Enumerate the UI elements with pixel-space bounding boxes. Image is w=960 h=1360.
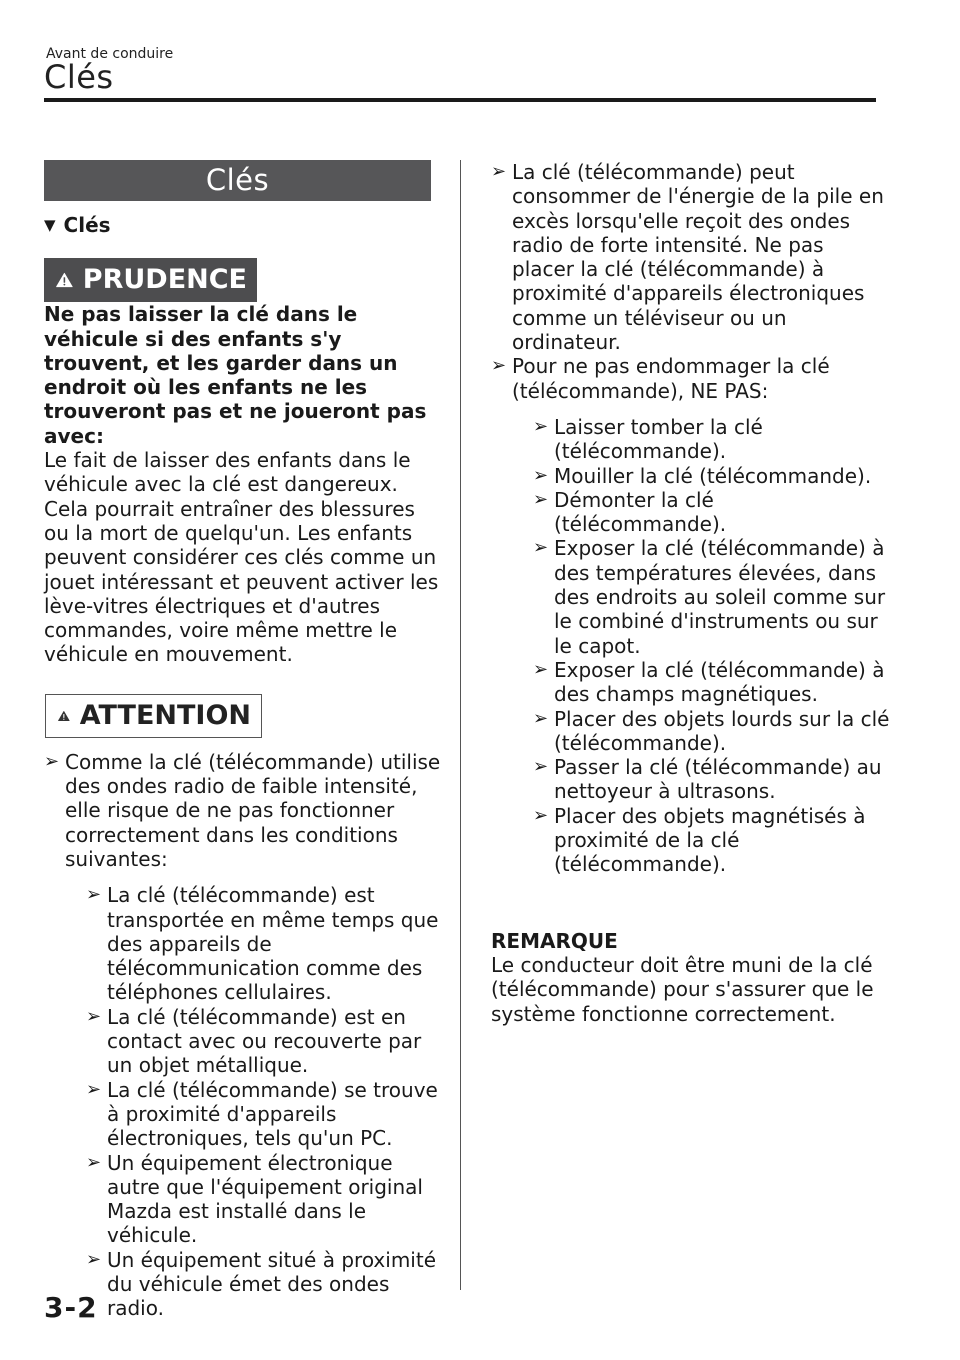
list-item — [86, 1078, 444, 1151]
left-column — [44, 160, 444, 1321]
arrow-bullet-icon: ➢ — [533, 415, 549, 437]
prudence-text: Le fait de laisser des enfants dans le véhicule avec la clé est dangereux. Cela pourrait entraîner des blessures ou la mort de quelqu'un. Les enfants peuvent considérer ces clés comme un jouet intéressant et peuvent activer les lève-vitres électriques et d'autres commandes, voire même mettre le véhicule en mouvement. — [44, 448, 439, 667]
attention-label-box — [45, 694, 262, 738]
conditions-list — [86, 883, 444, 1320]
arrow-bullet-icon: ➢ — [533, 804, 549, 826]
triangle-down-icon: ▼ — [44, 216, 56, 234]
list-item — [86, 1151, 444, 1248]
right-attention-list — [491, 160, 891, 877]
list-item-text: Pour ne pas endommager la clé (télécommande), NE PAS: — [512, 354, 830, 403]
list-item-text: La clé (télécommande) est en contact avec ou recouverte par un objet métallique. — [107, 1004, 422, 1078]
attention-list — [44, 750, 444, 1321]
page-number: 3-2 — [44, 1291, 98, 1324]
running-header-section: Avant de conduire — [46, 46, 174, 62]
list-item — [44, 750, 444, 1321]
list-item — [533, 658, 891, 707]
note-title: REMARQUE — [491, 928, 618, 953]
subheading-label: Clés — [63, 213, 111, 237]
list-item — [533, 707, 891, 756]
list-item — [533, 536, 891, 657]
list-item — [533, 755, 891, 804]
list-item-text: Exposer la clé (télécommande) à des températures élevées, dans des endroits au soleil comme sur le combiné d'instruments ou sur le capot. — [554, 536, 886, 658]
prudence-label-box — [44, 258, 257, 302]
list-item — [86, 1248, 444, 1321]
subheading — [44, 213, 444, 237]
list-item-text: Mouiller la clé (télécommande). — [554, 463, 872, 488]
list-item-text: Démonter la clé (télécommande). — [554, 487, 727, 537]
header-rule — [44, 98, 876, 102]
list-item-text: Laisser tomber la clé (télécommande). — [554, 414, 763, 464]
arrow-bullet-icon: ➢ — [533, 756, 549, 778]
list-item — [86, 883, 444, 1004]
list-item-text: Passer la clé (télécommande) au nettoyeur à ultrasons. — [554, 755, 882, 804]
list-item — [533, 488, 891, 537]
list-item-text: Placer des objets magnétisés à proximité de la clé (télécommande). — [554, 803, 866, 877]
warning-triangle-icon — [56, 267, 73, 293]
note-text: Le conducteur doit être muni de la clé (télécommande) pour s'assurer que le système fonctionne correctement. — [491, 952, 874, 1026]
column-divider — [460, 160, 461, 1290]
list-item — [491, 160, 891, 354]
arrow-bullet-icon: ➢ — [86, 1005, 102, 1027]
arrow-bullet-icon: ➢ — [86, 1078, 102, 1100]
arrow-bullet-icon: ➢ — [533, 464, 549, 486]
arrow-bullet-icon: ➢ — [86, 1248, 102, 1270]
running-header-title: Clés — [44, 58, 114, 96]
list-item-text: La clé (télécommande) se trouve à proximité d'appareils électroniques, tels qu'un PC. — [107, 1077, 438, 1151]
arrow-bullet-icon: ➢ — [533, 658, 549, 680]
list-item-text: Un équipement situé à proximité du véhicule émet des ondes radio. — [107, 1247, 437, 1321]
prudence-bold-text: Ne pas laisser la clé dans le véhicule si des enfants s'y trouvent, et les garder dans un endroit où les enfants ne les trouveront pas et ne joueront pas avec: — [44, 302, 427, 448]
prudence-label: PRUDENCE — [82, 264, 247, 296]
arrow-bullet-icon: ➢ — [533, 707, 549, 729]
list-item-text: La clé (télécommande) est transportée en même temps que des appareils de télécommunication comme des téléphones cellulaires. — [107, 883, 439, 1005]
list-item — [533, 415, 891, 464]
list-item — [533, 464, 891, 488]
arrow-bullet-icon: ➢ — [44, 750, 60, 772]
arrow-bullet-icon: ➢ — [533, 537, 549, 559]
list-item — [86, 1005, 444, 1078]
list-item — [491, 354, 891, 876]
donts-list — [533, 415, 891, 877]
right-column — [491, 160, 891, 1026]
arrow-bullet-icon: ➢ — [491, 161, 507, 182]
list-item-text: La clé (télécommande) peut consommer de l'énergie de la pile en excès lorsqu'elle reçoit des ondes radio de forte intensité. Ne pas placer la clé (télécommande) à proximité d'appareils électroniques comme un téléviseur ou un ordinateur. — [512, 160, 884, 355]
list-item-text: Exposer la clé (télécommande) à des champs magnétiques. — [554, 657, 885, 707]
warning-triangle-icon — [58, 703, 70, 729]
arrow-bullet-icon: ➢ — [86, 884, 102, 906]
list-item-text: Placer des objets lourds sur la clé (télécommande). — [554, 706, 890, 755]
list-item — [533, 804, 891, 877]
list-item-text: Comme la clé (télécommande) utilise des ondes radio de faible intensité, elle risque de ne pas fonctionner correctement dans les conditions suivantes: — [65, 749, 441, 871]
arrow-bullet-icon: ➢ — [533, 488, 549, 510]
attention-label: ATTENTION — [79, 699, 251, 731]
list-item-text: Un équipement électronique autre que l'équipement original Mazda est installé dans le véhicule. — [107, 1150, 423, 1248]
arrow-bullet-icon: ➢ — [491, 355, 507, 377]
arrow-bullet-icon: ➢ — [86, 1151, 102, 1173]
section-banner: Clés — [44, 160, 431, 201]
